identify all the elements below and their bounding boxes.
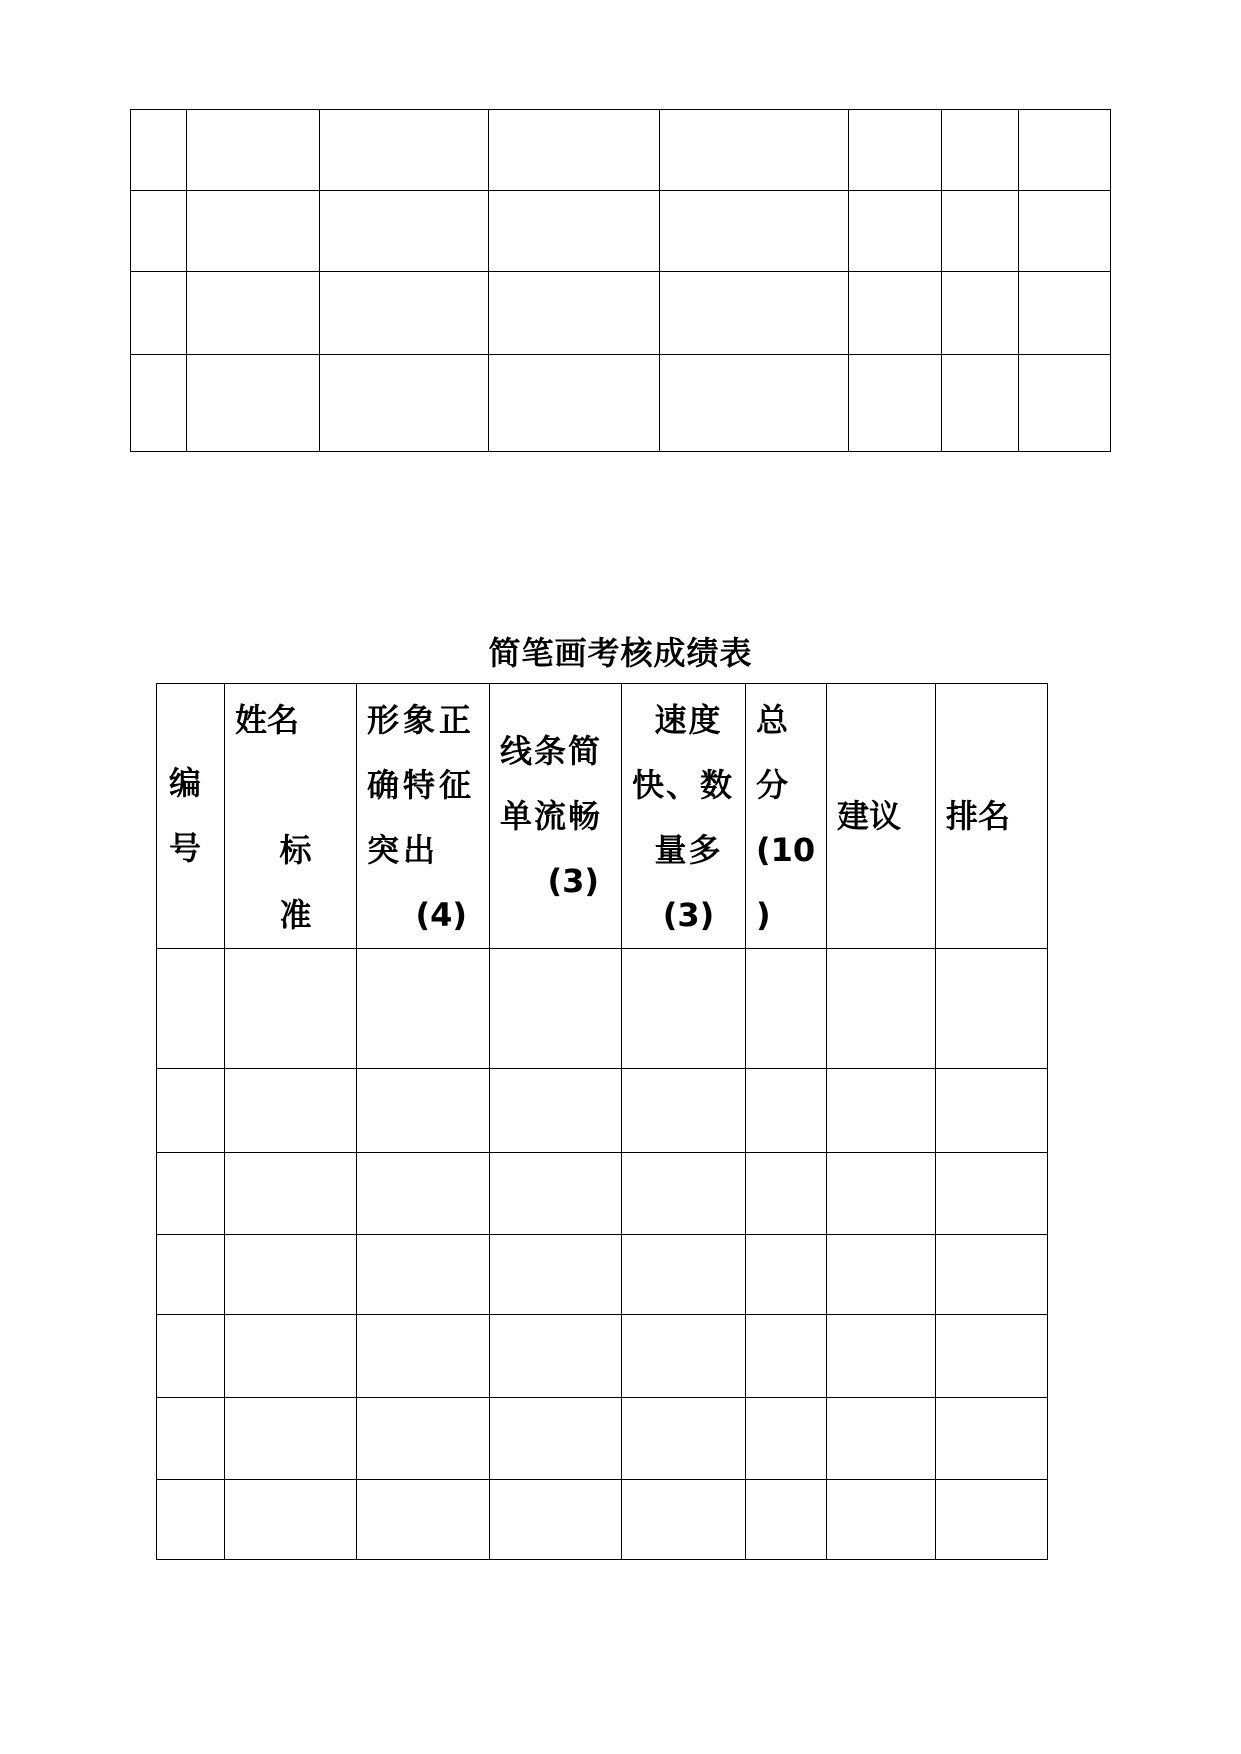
header-total — [746, 684, 827, 949]
table-cell — [622, 1315, 746, 1398]
table-cell — [187, 272, 320, 355]
table-cell — [320, 110, 489, 191]
table-cell — [827, 1398, 936, 1480]
header-total-line: (10 — [756, 831, 816, 869]
table-cell — [1019, 272, 1111, 355]
header-lines-line: 单流畅 — [500, 796, 603, 835]
table-cell — [225, 949, 357, 1069]
header-total-line: 分 — [756, 766, 789, 804]
table-cell — [490, 1398, 622, 1480]
header-speed — [622, 684, 746, 949]
table-cell — [746, 1153, 827, 1235]
header-name-line: 准 — [279, 896, 312, 934]
header-total-line: 总 — [756, 701, 789, 739]
table-cell — [357, 1315, 490, 1398]
header-name-line: 标 — [279, 831, 312, 869]
header-speed-line: 速度 — [654, 701, 723, 739]
header-image-line: 形象正 — [367, 701, 476, 739]
table-cell — [622, 1480, 746, 1560]
table-cell — [746, 949, 827, 1069]
table-cell — [187, 191, 320, 272]
table-cell — [622, 1398, 746, 1480]
table-cell — [490, 1480, 622, 1560]
header-image-line: 突出 — [367, 831, 440, 869]
table-cell — [157, 1480, 225, 1560]
table-cell — [490, 1069, 622, 1153]
table-cell — [320, 355, 489, 452]
header-speed-line: (3) — [662, 896, 715, 934]
table-row — [131, 272, 1111, 355]
table-cell — [1019, 355, 1111, 452]
table-cell — [1019, 191, 1111, 272]
table-cell — [660, 191, 849, 272]
table-cell — [849, 191, 942, 272]
table-cell — [131, 355, 187, 452]
header-speed-line: 量多 — [654, 831, 723, 869]
header-number-line: 号 — [169, 829, 202, 867]
table-cell — [746, 1069, 827, 1153]
table-cell — [936, 1069, 1048, 1153]
table-cell — [225, 1398, 357, 1480]
table-cell — [157, 949, 225, 1069]
table-cell — [489, 191, 660, 272]
table-row — [131, 355, 1111, 452]
table-cell — [849, 272, 942, 355]
table-cell — [849, 110, 942, 191]
header-name-line — [235, 753, 356, 818]
table-cell — [131, 272, 187, 355]
table-row — [157, 1153, 1048, 1235]
table-cell — [622, 949, 746, 1069]
table-cell — [942, 272, 1019, 355]
header-advice: 建议 — [827, 684, 936, 949]
table-cell — [157, 1069, 225, 1153]
table-cell — [746, 1480, 827, 1560]
table-cell — [320, 191, 489, 272]
table-cell — [157, 1315, 225, 1398]
table-cell — [357, 1069, 490, 1153]
header-lines — [490, 684, 622, 949]
table-cell — [225, 1315, 357, 1398]
table-cell — [357, 1480, 490, 1560]
table-cell — [827, 1235, 936, 1315]
table-row — [157, 1398, 1048, 1480]
table-cell — [357, 1153, 490, 1235]
table-cell — [490, 1153, 622, 1235]
table-cell — [936, 949, 1048, 1069]
top-table — [130, 109, 1111, 452]
table-cell — [131, 110, 187, 191]
table-cell — [622, 1235, 746, 1315]
table-cell — [225, 1069, 357, 1153]
table-cell — [157, 1235, 225, 1315]
header-image — [357, 684, 490, 949]
table-cell — [660, 110, 849, 191]
header-number — [157, 684, 225, 949]
table-cell — [489, 110, 660, 191]
table-cell — [936, 1315, 1048, 1398]
header-number-line: 编 — [169, 764, 202, 802]
table-cell — [490, 1235, 622, 1315]
table-cell — [622, 1069, 746, 1153]
header-rank: 排名 — [936, 684, 1048, 949]
table-cell — [746, 1235, 827, 1315]
table-cell — [157, 1398, 225, 1480]
table-cell — [320, 272, 489, 355]
table-cell — [827, 1315, 936, 1398]
header-image-line: 确特征 — [367, 766, 476, 804]
table-cell — [746, 1315, 827, 1398]
header-lines-line: 线条简 — [500, 731, 603, 770]
table-cell — [357, 949, 490, 1069]
table-row — [157, 1315, 1048, 1398]
table-row — [131, 191, 1111, 272]
header-row — [157, 684, 1048, 949]
table-cell — [942, 110, 1019, 191]
score-table — [156, 683, 1048, 1560]
table-row — [157, 949, 1048, 1069]
header-image-line: (4) — [415, 896, 467, 934]
table-row — [131, 110, 1111, 191]
table-cell — [936, 1480, 1048, 1560]
table-cell — [942, 191, 1019, 272]
table-cell — [357, 1398, 490, 1480]
header-name — [225, 684, 357, 949]
table-cell — [936, 1235, 1048, 1315]
table-cell — [660, 272, 849, 355]
table-row — [157, 1235, 1048, 1315]
table-cell — [936, 1153, 1048, 1235]
table-cell — [187, 110, 320, 191]
table-cell — [131, 191, 187, 272]
table-cell — [489, 272, 660, 355]
table-cell — [660, 355, 849, 452]
table-cell — [225, 1480, 357, 1560]
table-cell — [225, 1235, 357, 1315]
table-cell — [827, 1480, 936, 1560]
table-cell — [1019, 110, 1111, 191]
table-cell — [357, 1235, 490, 1315]
table-cell — [746, 1398, 827, 1480]
table-row — [157, 1480, 1048, 1560]
header-lines-line: (3) — [547, 861, 599, 900]
table-cell — [827, 1153, 936, 1235]
table-cell — [490, 1315, 622, 1398]
table-cell — [827, 949, 936, 1069]
page-title: 简笔画考核成绩表 — [488, 634, 753, 672]
table-cell — [936, 1398, 1048, 1480]
header-total-line: ) — [756, 896, 771, 934]
table-cell — [942, 355, 1019, 452]
table-cell — [187, 355, 320, 452]
table-cell — [157, 1153, 225, 1235]
table-row — [157, 1069, 1048, 1153]
table-cell — [849, 355, 942, 452]
table-cell — [622, 1153, 746, 1235]
table-cell — [827, 1069, 936, 1153]
table-cell — [489, 355, 660, 452]
table-cell — [225, 1153, 357, 1235]
table-cell — [490, 949, 622, 1069]
header-speed-line: 快、数 — [632, 766, 735, 804]
header-name-line: 姓名 — [235, 701, 300, 739]
